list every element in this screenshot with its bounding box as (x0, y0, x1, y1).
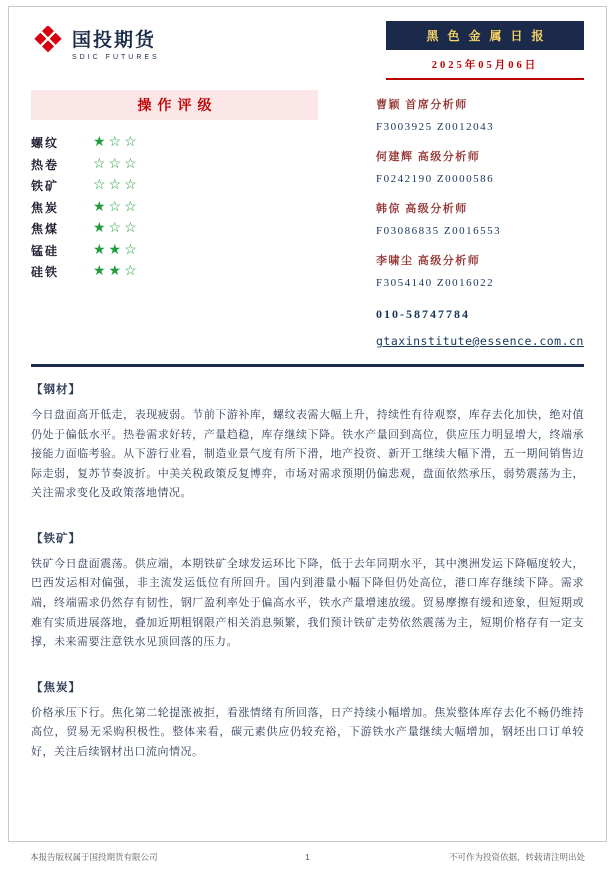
analyst-name: 李啸尘 高级分析师 (376, 255, 481, 267)
rating-row (31, 261, 318, 283)
commodity-label: 焦煤 (31, 222, 60, 237)
analyst-codes: F03086835 Z0016553 (376, 225, 502, 237)
footer-copyright: 本报告版权属于国投期货有限公司 (30, 852, 158, 862)
section-body: 铁矿今日盘面震荡。供应端，本期铁矿全球发运环比下降，低于去年同期水平，其中澳洲发运下降幅度较大，巴西发运相对偏强，非主流发运低位有所回升。国内到港量小幅下降但仍处高位，港口库存继续下降。需求端，终端需求仍然存有韧性，钢厂盈利率处于偏高水平，铁水产量增速放缓。贸易摩擦有缓和迹象，但短期或难有实质进展落地，叠加近期粗钢限产相关消息频繁，我们预计铁矿走势依然震荡为主，短期价格存有一定支撑，未来需要注意铁水见顶回落的压力。 (31, 557, 584, 649)
analyst-entry (376, 252, 584, 289)
report-page (8, 6, 607, 842)
analyst-name: 何建辉 高级分析师 (376, 151, 481, 163)
analyst-codes: F0242190 Z0000586 (376, 173, 495, 185)
analyst-entry (376, 96, 584, 133)
logo-english-name: SDIC FUTURES (72, 54, 160, 61)
report-title: 黑色金属日报 (386, 21, 584, 50)
rating-row (31, 197, 318, 219)
section-body: 价格承压下行。焦化第二轮提涨被拒，看涨情绪有所回落，日产持续小幅增加。焦炭整体库存去化不畅仍维持高位，贸易无采购积极性。整体来看，碳元素供应仍较充裕，下游铁水产量继续大幅增加，钢坯出口订单较好，关注后续钢材出口流向情况。 (31, 706, 584, 758)
section-body: 今日盘面高开低走，表现疲弱。节前下游补库，螺纹表需大幅上升，持续性有待观察，库存去化加快，绝对值仍处于偏低水平。热卷需求好转，产量趋稳，库存继续下降。铁水产量回到高位，供应压力明显增大，终端承接能力面临考验。从下游行业看，制造业景气度有所下滑，地产投资、新开工继续大幅下滑，五一期间销售边际走弱，复苏节奏波折。中美关税政策反复博弈，市场对需求预期仍偏悲观，盘面依然承压，弱势震荡为主，关注需求变化及政策落地情况。 (31, 409, 584, 500)
commodity-label: 螺纹 (31, 136, 60, 151)
page-footer (30, 851, 585, 863)
rating-panel (31, 90, 318, 358)
section-iron-ore (31, 530, 584, 653)
analyst-codes: F3054140 Z0016022 (376, 277, 495, 289)
contact-email-link[interactable]: gtaxinstitute@essence.com.cn (376, 334, 584, 348)
analyst-entry (376, 148, 584, 185)
rating-row (31, 218, 318, 240)
section-divider (31, 364, 584, 367)
contact-phone: 010-58747784 (376, 307, 470, 321)
report-body (31, 381, 584, 763)
section-steel (31, 381, 584, 504)
section-title: 【钢材】 (31, 384, 81, 396)
logo-text (72, 25, 160, 61)
section-title: 【铁矿】 (31, 532, 81, 545)
sdic-logo-icon (31, 26, 65, 60)
star-rating: ★☆☆ (93, 199, 140, 215)
commodity-label: 焦炭 (31, 200, 60, 215)
analyst-name: 曹颖 首席分析师 (376, 99, 468, 111)
commodity-label: 铁矿 (31, 179, 60, 194)
section-coke (31, 679, 584, 763)
star-rating: ☆☆☆ (93, 156, 140, 172)
analyst-entry (376, 200, 584, 237)
footer-disclaimer: 不可作为投资依据，转载请注明出处 (448, 852, 585, 862)
star-rating: ★☆☆ (93, 135, 140, 151)
star-rating: ★☆☆ (93, 221, 140, 237)
report-date: 2025年05月06日 (386, 50, 584, 80)
star-rating: ★★☆ (93, 264, 140, 280)
commodity-label: 锰硅 (31, 243, 60, 258)
star-rating: ★★☆ (93, 242, 140, 258)
analyst-panel (376, 90, 584, 358)
rating-row (31, 240, 318, 262)
header (31, 21, 584, 80)
star-rating: ☆☆☆ (93, 178, 140, 194)
footer-page-number: 1 (305, 852, 310, 862)
logo-chinese-name: 国投期货 (72, 30, 157, 51)
section-title: 【焦炭】 (31, 681, 81, 694)
analyst-name: 韩倞 高级分析师 (376, 203, 468, 215)
rating-row (31, 154, 318, 176)
rating-row (31, 175, 318, 197)
sdic-logo (31, 25, 160, 61)
top-section (31, 90, 584, 358)
rating-row (31, 132, 318, 154)
rating-panel-title: 操作评级 (31, 90, 318, 120)
commodity-label: 硅铁 (31, 265, 60, 280)
commodity-label: 热卷 (31, 157, 60, 172)
analyst-codes: F3003925 Z0012043 (376, 121, 495, 133)
report-head (386, 21, 584, 80)
